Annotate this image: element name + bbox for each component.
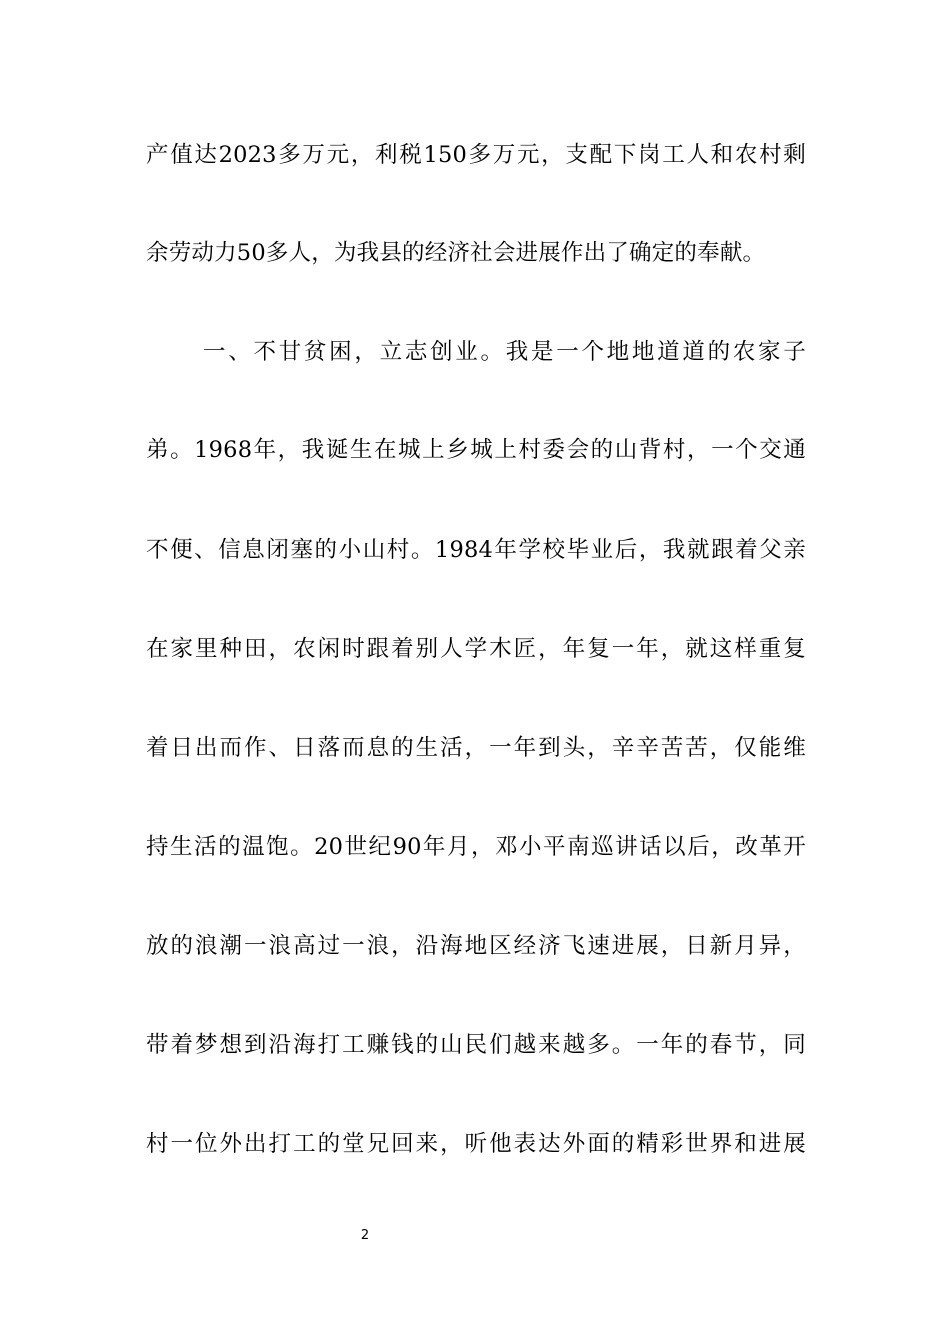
text-line-5: 不便、信息闭塞的小山村。1984年学校毕业后，我就跟着父亲 — [146, 537, 806, 563]
text-line-8: 持生活的温饱。20世纪90年月，邓小平南巡讲话以后，改革开 — [146, 834, 806, 860]
text-line-9: 放的浪潮一浪高过一浪，沿海地区经济飞速进展，日新月异， — [146, 933, 806, 959]
page-number: 2 — [360, 1228, 370, 1243]
text-line-10: 带着梦想到沿海打工赚钱的山民们越来越多。一年的春节，同 — [146, 1032, 806, 1058]
text-line-1: 产值达2023多万元，利税150多万元，支配下岗工人和农村剩 — [146, 142, 806, 168]
text-line-11: 村一位外出打工的堂兄回来，听他表达外面的精彩世界和进展 — [146, 1131, 806, 1157]
text-line-4: 弟。1968年，我诞生在城上乡城上村委会的山背村，一个交通 — [146, 437, 806, 463]
text-line-7: 着日出而作、日落而息的生活，一年到头，辛辛苦苦，仅能维 — [146, 735, 806, 761]
text-line-3: 一、不甘贫困，立志创业。我是一个地地道道的农家子 — [203, 339, 806, 365]
text-line-6: 在家里种田，农闲时跟着别人学木匠，年复一年，就这样重复 — [146, 636, 806, 662]
text-line-2: 余劳动力50多人，为我县的经济社会进展作出了确定的奉献。 — [146, 240, 766, 266]
